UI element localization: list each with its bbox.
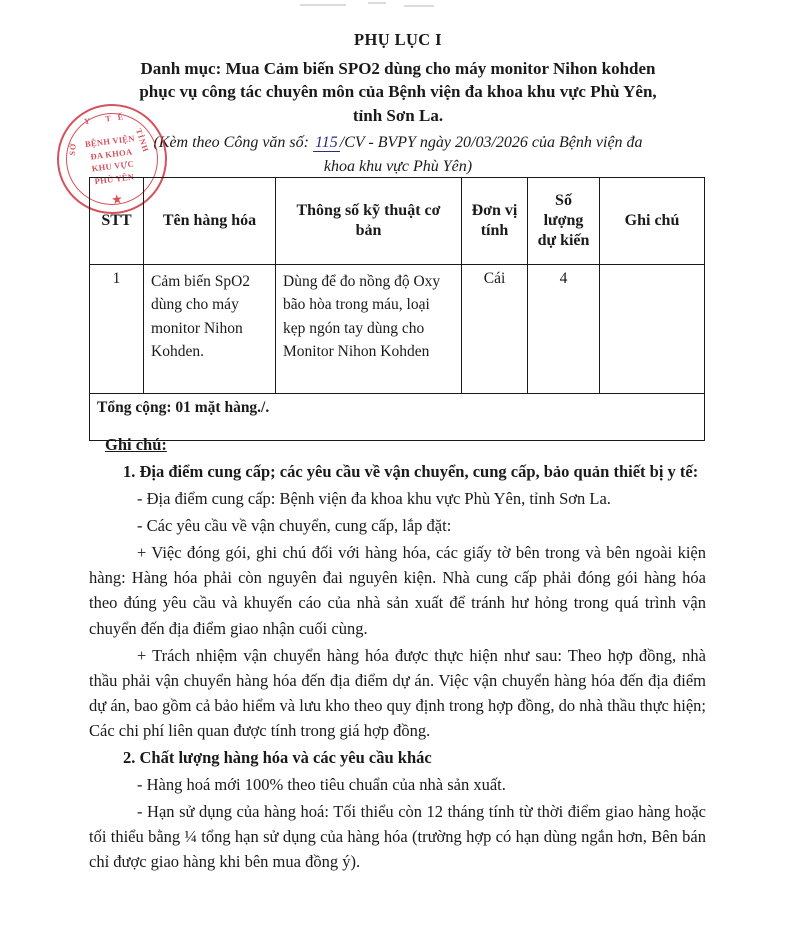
seal-star-icon: ★ xyxy=(110,191,124,208)
seal-arc-top: Y TẾ xyxy=(83,111,131,127)
attached-middle: /CV - BVPY ngày 20/03/2026 của Bệnh viện đa xyxy=(339,134,643,152)
seal-line-4: PHÙ YÊN xyxy=(94,170,135,186)
col-header-quantity: Số lượng dự kiến xyxy=(528,178,600,265)
cell-unit: Cái xyxy=(462,265,528,394)
notes-heading xyxy=(89,432,706,457)
attached-prefix: (Kèm theo Công văn số: xyxy=(153,134,309,152)
notes-item-1-bullet-3: + Việc đóng gói, ghi chú đối với hàng hóa, các giấy tờ bên trong và bên ngoài kiện hàng: Hàng hóa phải còn nguyên đai nguyên kiện. Nhà cung cấp phải đóng gói hàng hóa theo đúng yêu cầu và khuyến cáo của nhà sản xuất để tránh hư hỏng trong quá trình vận chuyển đến địa điểm giao nhận cuối cùng. xyxy=(89,543,706,638)
cell-spec: Dùng để đo nồng độ Oxy bão hòa trong máu, loại kẹp ngón tay dùng cho Monitor Nihon Kohden xyxy=(276,265,462,394)
cell-name: Cảm biến SpO2 dùng cho máy monitor Nihon Kohden. xyxy=(144,265,276,394)
seal-line-3: KHU VỰC xyxy=(91,158,135,174)
notes-section xyxy=(89,430,706,874)
seal-line-2: ĐA KHOA xyxy=(89,146,133,162)
table-header-row xyxy=(90,178,705,265)
notes-item-1-title: 1. Địa điểm cung cấp; các yêu cầu về vận chuyển, cung cấp, bảo quản thiết bị y tế: xyxy=(123,462,699,482)
subtitle-line-2: phục vụ công tác chuyên môn của Bệnh viện đa khoa khu vực Phù Yên, xyxy=(139,82,657,102)
col-header-unit: Đơn vị tính xyxy=(462,178,528,265)
document-subtitle xyxy=(90,57,706,127)
notes-item-1-bullet-1: - Địa điểm cung cấp: Bệnh viện đa khoa khu vực Phù Yên, tỉnh Sơn La. xyxy=(137,489,611,509)
notes-item-2-bullet-2: - Hạn sử dụng của hàng hoá: Tối thiểu còn 12 tháng tính từ thời điểm giao hàng hoặc tối thiểu bằng ¼ tổng hạn sử dụng của hàng hóa (trường hợp có hạn dùng ngắn hơn, Bên bán chỉ được giao hàng khi bên mua đồng ý). xyxy=(89,802,706,872)
attached-reference xyxy=(90,131,706,177)
notes-item-2-bullet-1: - Hàng hoá mới 100% theo tiêu chuẩn của nhà sản xuất. xyxy=(137,775,506,795)
seal-line-1: BỆNH VIỆN xyxy=(84,133,136,150)
table-total-label: Tổng cộng: 01 mặt hàng./. xyxy=(90,394,705,441)
col-header-name: Tên hàng hóa xyxy=(144,178,276,265)
goods-table xyxy=(89,177,705,441)
table-row xyxy=(90,265,705,394)
cell-stt: 1 xyxy=(90,265,144,394)
seal-arc-left: SỞ xyxy=(67,142,78,156)
seal-arc-right: TỈNH xyxy=(133,127,151,154)
scan-artifacts xyxy=(0,0,793,14)
notes-item-1-bullet-2: - Các yêu cầu về vận chuyển, cung cấp, lắp đặt: xyxy=(137,516,452,536)
cell-note xyxy=(600,265,705,394)
notes-heading-text: Ghi chú: xyxy=(105,435,167,454)
subtitle-line-3: tỉnh Sơn La. xyxy=(352,105,444,125)
attached-suffix: khoa khu vực Phù Yên) xyxy=(323,157,473,175)
col-header-spec: Thông số kỹ thuật cơ bản xyxy=(276,178,462,265)
document-header xyxy=(90,30,706,178)
subtitle-line-1: Danh mục: Mua Cảm biến SPO2 dùng cho máy monitor Nihon kohden xyxy=(140,59,656,78)
page-title: PHỤ LỤC I xyxy=(354,30,442,49)
notes-item-2-title: 2. Chất lượng hàng hóa và các yêu cầu khác xyxy=(123,747,432,767)
col-header-note: Ghi chú xyxy=(600,178,705,265)
cell-quantity: 4 xyxy=(528,265,600,394)
notes-item-1-bullet-4: + Trách nhiệm vận chuyển hàng hóa được thực hiện như sau: Theo hợp đồng, nhà thầu phải vận chuyển hàng hóa đến địa điểm dự án. Việc vận chuyển hàng hóa đến địa điểm dự án, bao gồm cả bảo hiểm và lưu kho theo quy định trong hợp đồng, do nhà thầu thực hiện; Các chi phí liên quan được tính trong giá hợp đồng. xyxy=(89,645,706,740)
attached-document-number: 115 xyxy=(314,134,338,152)
col-header-stt: STT xyxy=(90,178,144,265)
